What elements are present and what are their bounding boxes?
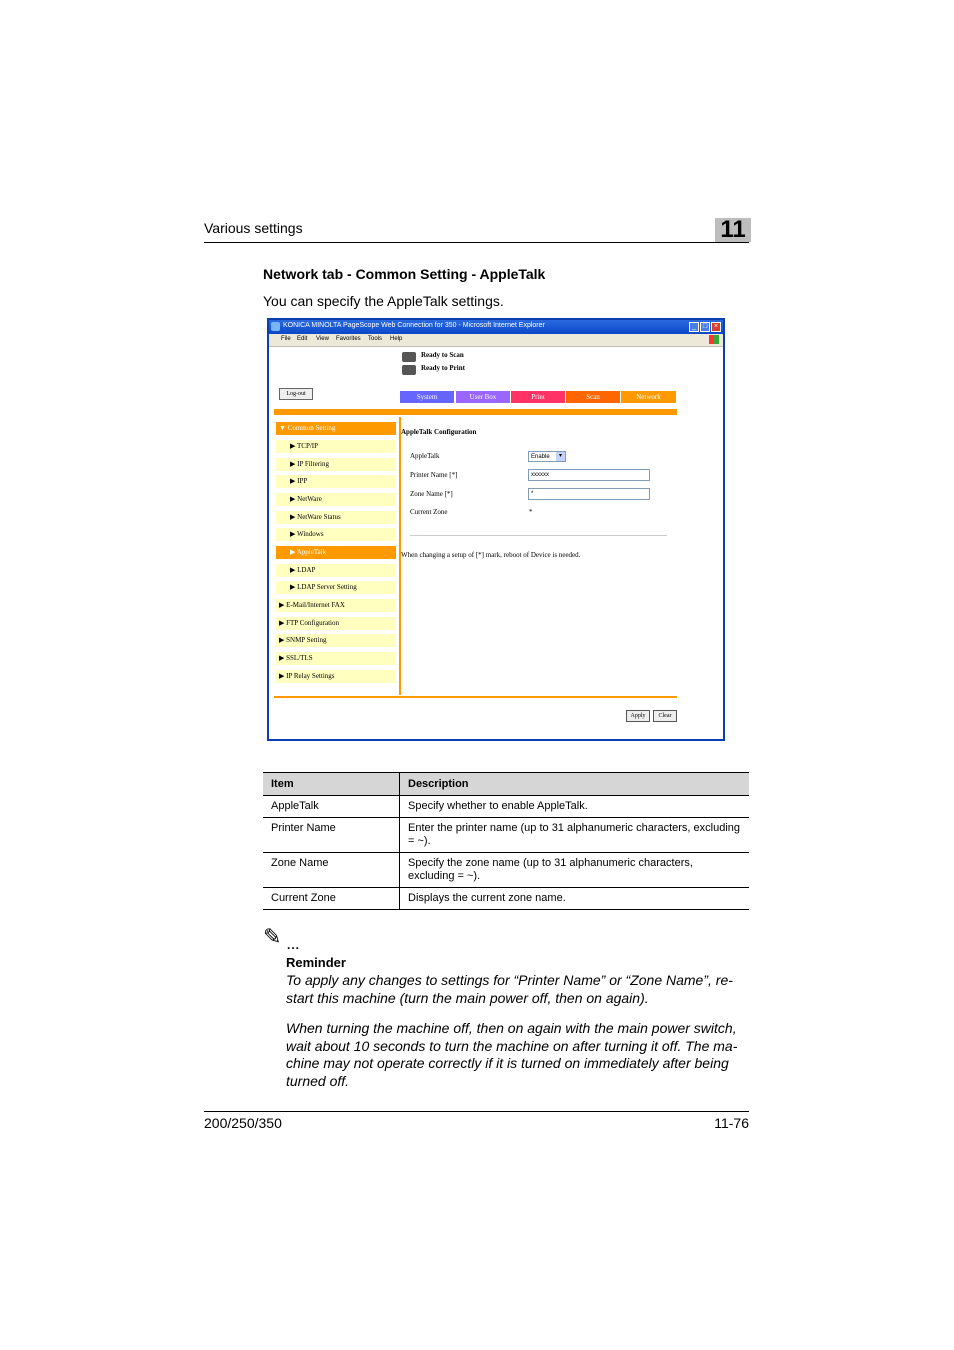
nav-tcp-ip[interactable]: ▶ TCP/IP [276,440,396,453]
settings-table [263,772,749,910]
printer-name-input[interactable]: xxxxxx [528,469,650,481]
menu-file[interactable]: File [281,336,291,342]
ie-icon [271,322,280,331]
windows-flag-icon [709,335,719,344]
minimize-icon[interactable]: _ [689,322,699,332]
footer-page-number: 11-76 [714,1115,749,1131]
nav-email-internet-fax[interactable]: ▶ E-Mail/Internet FAX [276,599,396,612]
reboot-note: When changing a setup of [*] mark, reboot of Device is needed. [401,551,581,559]
cell-item: AppleTalk [263,796,400,818]
nav-ldap-server-setting[interactable]: ▶ LDAP Server Setting [276,581,396,594]
window-titlebar [269,320,723,334]
appletalk-select[interactable] [528,451,566,462]
pencil-icon: ✎ [263,924,282,949]
cell-description: Displays the current zone name. [400,888,750,910]
nav-netware-status[interactable]: ▶ NetWare Status [276,511,396,524]
nav-windows[interactable]: ▶ Windows [276,528,396,541]
running-header: Various settings [204,220,303,236]
menu-favorites[interactable]: Favorites [336,336,361,342]
tab-user-box[interactable]: User Box [456,391,510,403]
nav-snmp-setting[interactable]: ▶ SNMP Setting [276,634,396,647]
appletalk-select-value: Enable [531,454,550,460]
cell-item: Printer Name [263,818,400,853]
intro-text: You can specify the AppleTalk settings. [263,293,504,309]
printer-icon [402,365,416,375]
nav-ip-relay-settings[interactable]: ▶ IP Relay Settings [276,670,396,683]
cell-description: Specify the zone name (up to 31 alphanumeric characters, excluding = ~). [400,853,750,888]
nav-appletalk[interactable]: ▶ AppleTalk [276,546,396,559]
table-row [263,853,749,888]
nav-ip-filtering[interactable]: ▶ IP Filtering [276,458,396,471]
table-row [263,796,749,818]
current-zone-label: Current Zone [410,508,448,516]
menu-view[interactable]: View [316,336,329,342]
menu-help[interactable]: Help [390,336,403,342]
config-separator [410,535,667,536]
nav-ftp-configuration[interactable]: ▶ FTP Configuration [276,617,396,630]
maximize-icon[interactable]: □ [700,322,710,332]
tab-underline [274,409,677,415]
close-icon[interactable]: × [711,322,721,332]
nav-netware[interactable]: ▶ NetWare [276,493,396,506]
status-print: Ready to Print [421,364,465,372]
cell-item: Zone Name [263,853,400,888]
menu-edit[interactable]: Edit [297,336,308,342]
browser-screenshot [267,318,725,741]
cell-item: Current Zone [263,888,400,910]
appletalk-label: AppleTalk [410,452,440,460]
menu-tools[interactable]: Tools [368,336,383,342]
window-title: KONICA MINOLTA PageScope Web Connection for 350 - Microsoft Internet Explorer [283,322,545,329]
cell-description: Enter the printer name (up to 31 alphanumeric characters, excluding = ~). [400,818,750,853]
header-description: Description [400,773,750,796]
chevron-down-icon: ▾ [556,452,565,461]
footer-model: 200/250/350 [204,1115,282,1131]
tab-network[interactable]: Network [621,391,676,403]
logout-button[interactable]: Log-out [279,388,313,400]
reminder-dots: ... [287,938,301,952]
zone-name-input[interactable]: * [528,488,650,500]
tab-print[interactable]: Print [511,391,565,403]
table-row [263,888,749,910]
status-scan: Ready to Scan [421,351,464,359]
nav-ssl-tls[interactable]: ▶ SSL/TLS [276,652,396,665]
clear-button[interactable]: Clear [653,710,677,722]
printer-name-label: Printer Name [*] [410,471,458,479]
zone-name-label: Zone Name [*] [410,490,453,498]
footer-rule [204,1111,749,1112]
current-zone-value: * [529,508,533,516]
nav-ipp[interactable]: ▶ IPP [276,475,396,488]
menu-bar [269,334,723,347]
header-item: Item [263,773,400,796]
cell-description: Specify whether to enable AppleTalk. [400,796,750,818]
table-row [263,818,749,853]
scanner-icon [402,352,416,362]
nav-ldap[interactable]: ▶ LDAP [276,564,396,577]
tab-scan[interactable]: Scan [566,391,620,403]
tab-system[interactable]: System [400,391,454,403]
bottom-rule [274,696,677,698]
apply-button[interactable]: Apply [626,710,650,722]
header-rule [204,242,749,243]
reminder-paragraph-1: To apply any changes to settings for “Printer Name” or “Zone Name”, re-start this machine (turn the main power off, then on again). [286,972,733,1006]
config-heading: AppleTalk Configuration [401,428,477,436]
reminder-paragraph-2: When turning the machine off, then on again with the main power switch, wait about 10 seconds to turn the machine on after turning it off. The ma-chine may not operate correctly if it is turned on immediately after being turned off. [286,1020,738,1089]
chapter-number: 11 [720,216,746,243]
section-title: Network tab - Common Setting - AppleTalk [263,266,546,282]
nav-common-setting[interactable]: ▼ Common Setting [276,422,396,435]
table-header-row [263,773,749,796]
reminder-title: Reminder [286,955,346,970]
